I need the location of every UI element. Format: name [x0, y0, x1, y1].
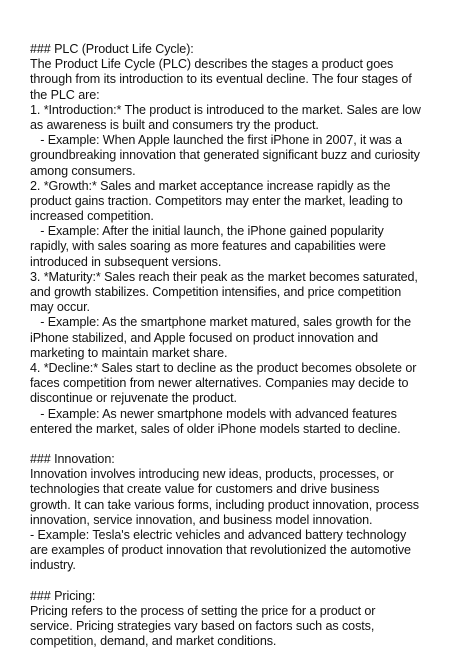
text-line: marketing to maintain market share.: [30, 345, 228, 360]
text-line: industry.: [30, 558, 76, 573]
text-line: faces competition from newer alternatives. Companies may decide to: [30, 376, 409, 391]
text-line: Innovation involves introducing new ideas, products, processes, or: [30, 467, 394, 482]
text-line: - Example: Tesla's electric vehicles and advanced battery technology: [30, 528, 407, 542]
text-line: - Example: As the smartphone market matured, sales growth for the: [30, 315, 411, 330]
heading-innovation: ### Innovation:: [30, 452, 115, 467]
text-line: rapidly, with sales soaring as more features and capabilities were: [30, 239, 386, 254]
text-line: - Example: As newer smartphone models with advanced features: [30, 406, 397, 421]
text-line: 4. *Decline:* Sales start to decline as the product becomes obsolete or: [30, 360, 417, 375]
blank-line: [30, 574, 460, 589]
text-line: are examples of product innovation that revolutionized the automotive: [30, 543, 411, 558]
blank-line: [30, 437, 460, 452]
text-line: introduced in subsequent versions.: [30, 254, 222, 269]
text-line: as awareness is built and consumers try the product.: [30, 117, 319, 132]
section-pricing: [30, 589, 460, 650]
text-line: technologies that create value for customers and drive business: [30, 482, 380, 497]
text-line: The Product Life Cycle (PLC) describes the stages a product goes: [30, 57, 394, 72]
text-line: the PLC are:: [30, 87, 100, 102]
text-line: 2. *Growth:* Sales and market acceptance increase rapidly as the: [30, 178, 391, 193]
section-innovation: [30, 452, 460, 574]
text-line: through from its introduction to its eventual decline. The four stages of: [30, 72, 412, 87]
text-line: among consumers.: [30, 163, 136, 178]
text-line: innovation, service innovation, and business model innovation.: [30, 512, 373, 527]
text-line: groundbreaking innovation that generated significant buzz and curiosity: [30, 148, 420, 163]
text-line: may occur.: [30, 300, 90, 315]
text-line: and growth stabilizes. Competition intensifies, and price competition: [30, 285, 402, 299]
text-line: Pricing refers to the process of setting the price for a product or: [30, 603, 376, 618]
document-page: [30, 42, 460, 650]
text-line: - Example: When Apple launched the first iPhone in 2007, it was a: [30, 133, 402, 148]
text-line: 3. *Maturity:* Sales reach their peak as the market becomes saturated,: [30, 269, 418, 284]
text-line: iPhone stabilized, and Apple focused on product innovation and: [30, 330, 379, 345]
text-line: - Example: After the initial launch, the iPhone gained popularity: [30, 224, 384, 239]
text-line: entered the market, sales of older iPhone models started to decline.: [30, 421, 401, 436]
text-line: competition, demand, and market conditions.: [30, 634, 277, 649]
heading-plc: ### PLC (Product Life Cycle):: [30, 42, 194, 56]
text-line: service. Pricing strategies vary based on factors such as costs,: [30, 619, 375, 634]
text-line: 1. *Introduction:* The product is introduced to the market. Sales are low: [30, 102, 421, 117]
heading-pricing: ### Pricing:: [30, 588, 96, 603]
text-line: increased competition.: [30, 209, 154, 224]
text-line: discontinue or rejuvenate the product.: [30, 391, 237, 406]
text-line: product gains traction. Competitors may enter the market, leading to: [30, 193, 403, 208]
text-line: growth. It can take various forms, including product innovation, process: [30, 497, 420, 512]
section-plc: [30, 42, 460, 437]
